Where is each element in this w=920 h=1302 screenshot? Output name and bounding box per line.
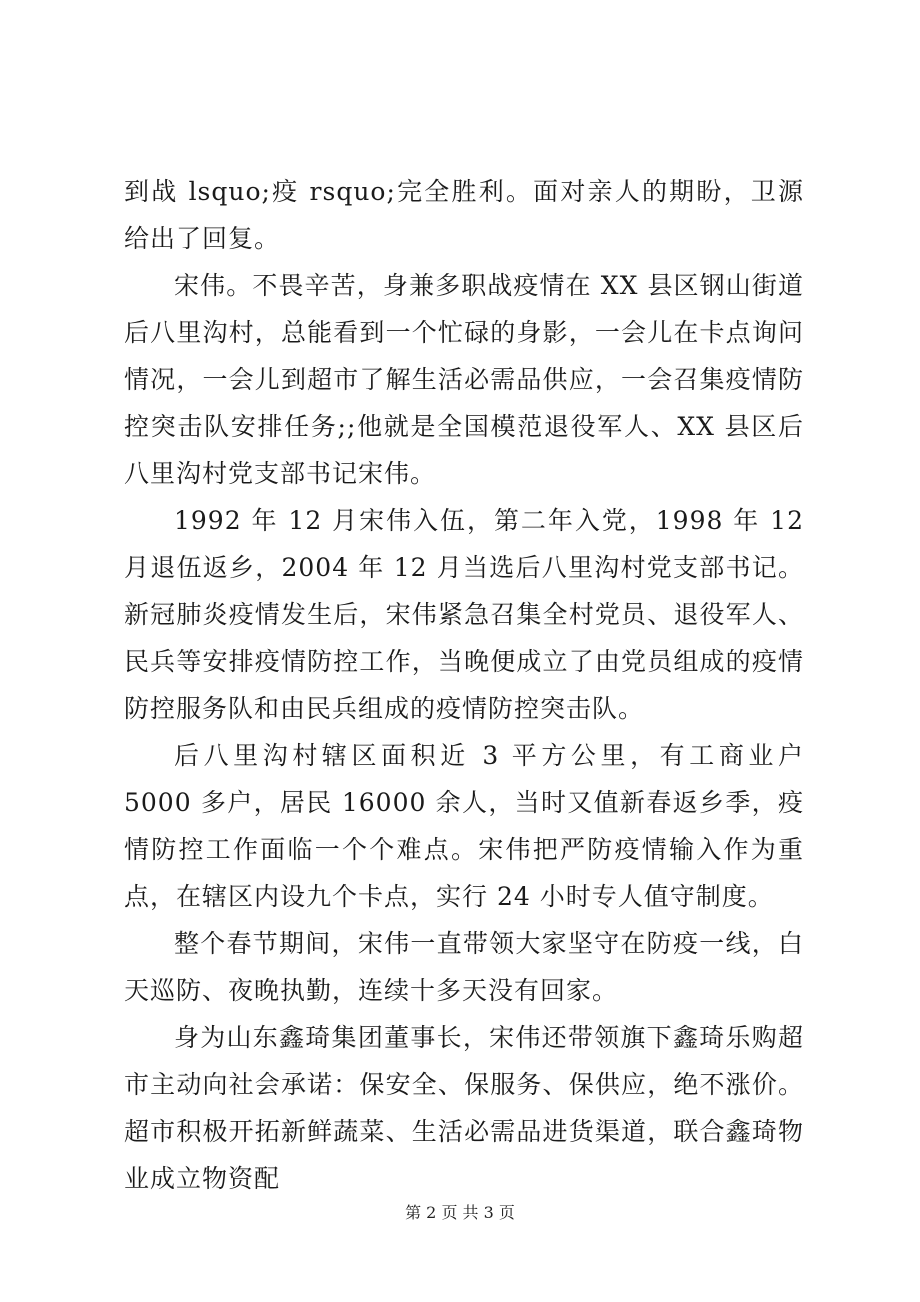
paragraph-5: 整个春节期间，宋伟一直带领大家坚守在防疫一线，白天巡防、夜晚执勤，连续十多天没有回家。 [124, 929, 804, 1005]
paragraph-6: 身为山东鑫琦集团董事长，宋伟还带领旗下鑫琦乐购超市主动向社会承诺：保安全、保服务、保供应，绝不涨价。超市积极开拓新鲜蔬菜、生活必需品进货渠道，联合鑫琦物业成立物资配 [124, 1023, 804, 1193]
document-body [124, 168, 804, 1202]
paragraph-3: 1992 年 12 月宋伟入伍，第二年入党，1998 年 12 月退伍返乡，2004 年 12 月当选后八里沟村党支部书记。新冠肺炎疫情发生后，宋伟紧急召集全村党员、退役军人、民兵等安排疫情防控工作，当晚便成立了由党员组成的疫情防控服务队和由民兵组成的疫情防控突击队。 [124, 506, 804, 723]
paragraph-4: 后八里沟村辖区面积近 3 平方公里，有工商业户 5000 多户，居民 16000 余人，当时又值新春返乡季，疫情防控工作面临一个个难点。宋伟把严防疫情输入作为重点，在辖区内设九个卡点，实行 24 小时专人值守制度。 [124, 741, 804, 911]
paragraph-2: 宋伟。不畏辛苦，身兼多职战疫情在 XX 县区钢山街道后八里沟村，总能看到一个忙碌的身影，一会儿在卡点询问情况，一会儿到超市了解生活必需品供应，一会召集疫情防控突击队安排任务;;他就是全国模范退役军人、XX 县区后八里沟村党支部书记宋伟。 [124, 271, 804, 488]
page-number-footer: 第 2 页 共 3 页 [405, 1203, 515, 1222]
paragraph-1: 到战 lsquo;疫 rsquo;完全胜利。面对亲人的期盼，卫源给出了回复。 [124, 177, 804, 253]
